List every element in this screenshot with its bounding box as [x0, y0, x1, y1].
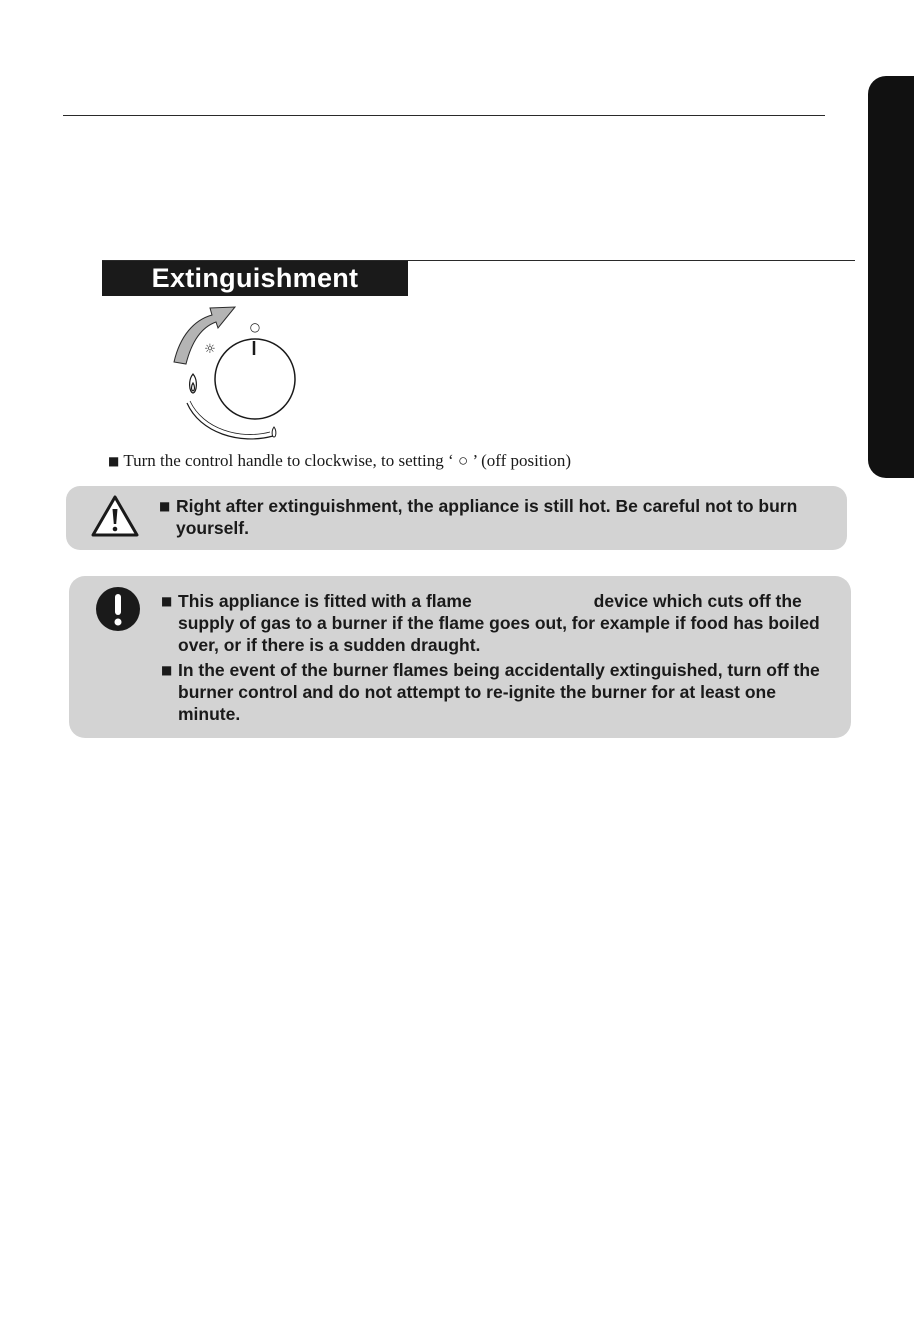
high-flame-symbol-icon: ☼	[204, 342, 216, 357]
important-item	[161, 590, 831, 656]
caution-text	[159, 495, 819, 539]
important-text	[161, 590, 831, 725]
small-flame-icon	[272, 427, 276, 437]
bullet-square: ■	[161, 594, 173, 608]
caution-box	[66, 486, 847, 550]
important-item-text-before: This appliance is fitted with a flame	[178, 591, 472, 611]
section-title: Extinguishment	[102, 261, 408, 296]
instruction-body: Turn the control handle to clockwise, to setting ‘ ○ ’ (off position)	[123, 451, 571, 470]
bullet-square: ■	[159, 499, 171, 513]
instruction-text	[108, 449, 728, 474]
chapter-tab	[868, 76, 914, 478]
warning-triangle-icon	[90, 494, 140, 538]
important-item	[161, 659, 831, 725]
bullet-square: ■	[108, 454, 120, 468]
bullet-square: ■	[161, 663, 173, 677]
control-knob-diagram	[160, 300, 310, 450]
important-item-text: In the event of the burner flames being accidentally extinguished, turn off the burner control and do not attempt to re-ignite the burner for at least one minute.	[178, 660, 820, 724]
off-symbol-icon: ○	[249, 320, 261, 334]
caution-message: Right after extinguishment, the appliance is still hot. Be careful not to burn yourself.	[176, 496, 798, 538]
important-box	[69, 576, 851, 738]
exclamation-circle-icon	[95, 586, 141, 632]
large-flame-icon	[190, 374, 197, 393]
important-item-text-after: device which cuts off the supply of gas to a burner if the flame goes out, for example if food has boiled over, or if there is a sudden draught.	[178, 591, 820, 655]
header-rule	[63, 115, 825, 116]
